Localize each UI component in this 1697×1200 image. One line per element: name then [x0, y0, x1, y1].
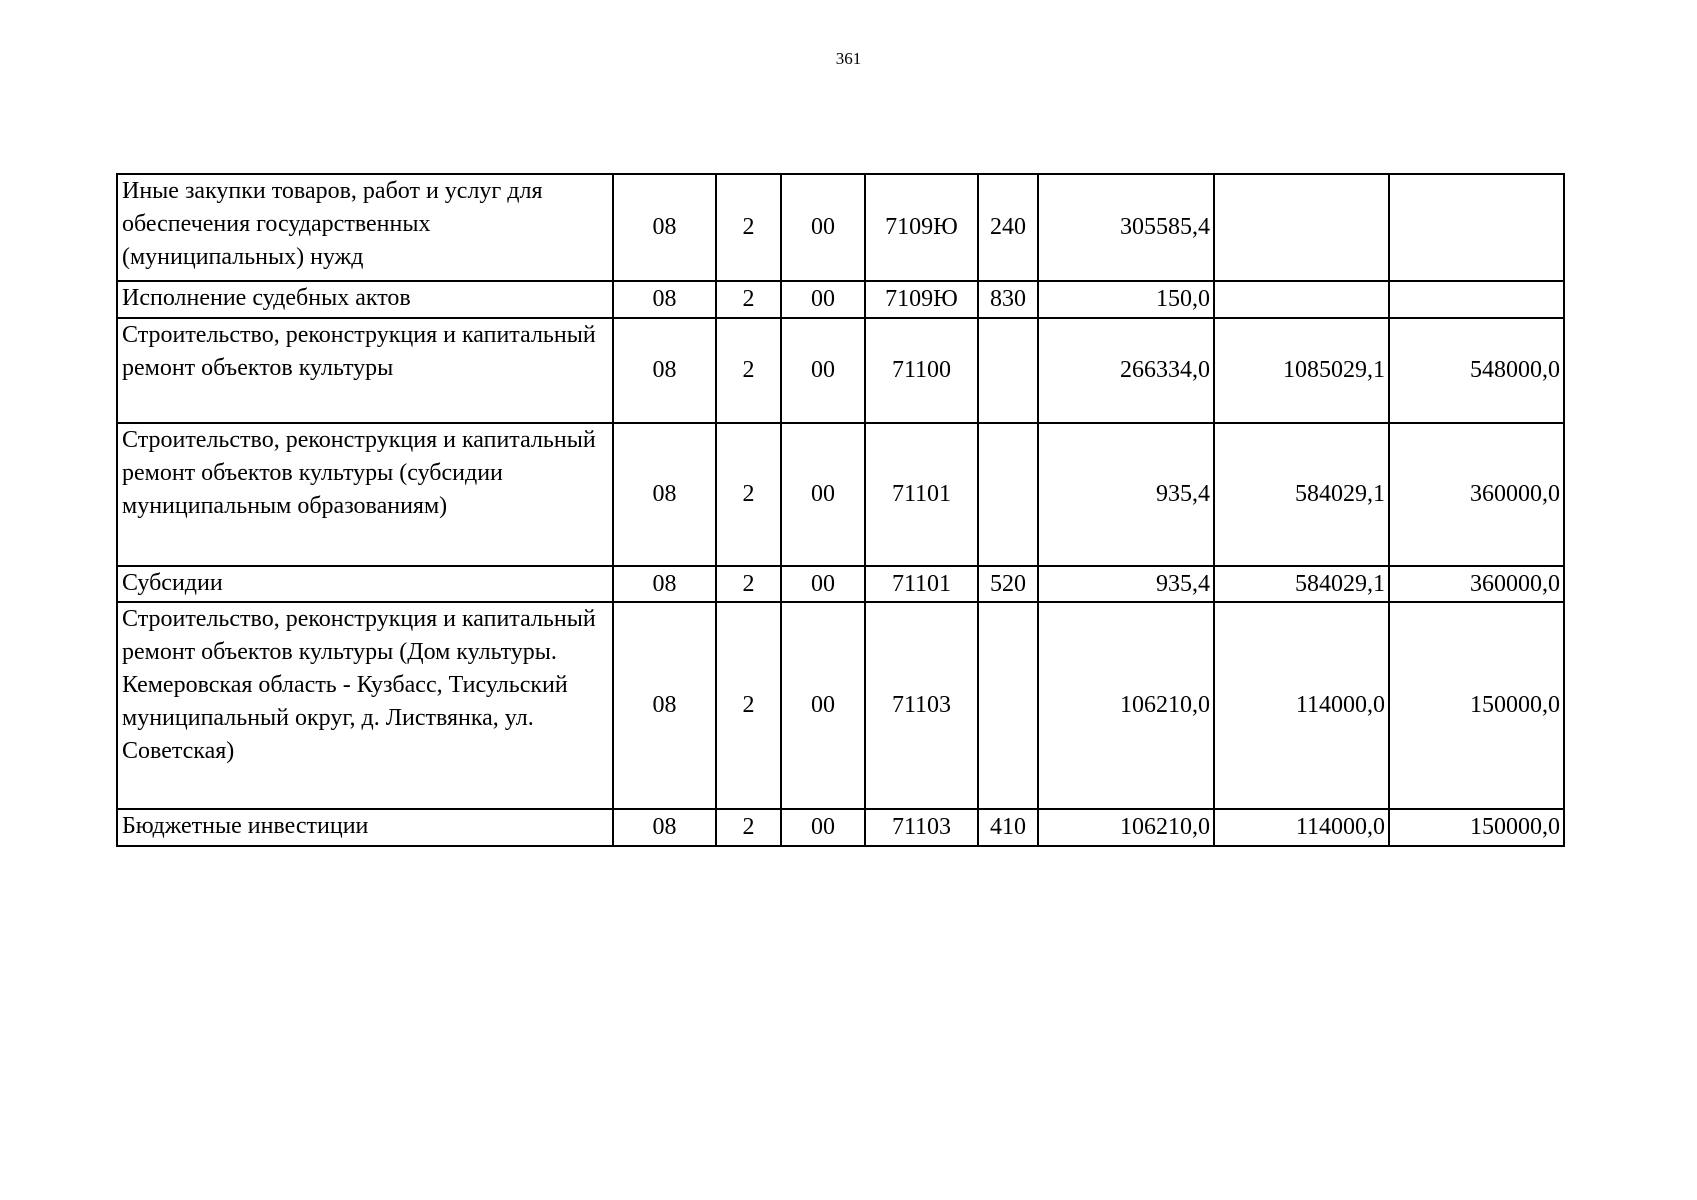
- subprogram-code-cell: 00: [781, 281, 865, 318]
- expense-name-cell: Строительство, реконструкция и капитальный ремонт объектов культуры (субсидии муниципальным образованиям): [117, 423, 613, 566]
- section-code-cell: 08: [613, 281, 716, 318]
- amount-year3-cell: 150000,0: [1389, 602, 1564, 809]
- program-code-cell: 2: [716, 602, 781, 809]
- page-number: 361: [835, 49, 862, 68]
- amount-year2-cell: 584029,1: [1214, 423, 1389, 566]
- amount-year3-cell: 360000,0: [1389, 423, 1564, 566]
- section-code-cell: 08: [613, 602, 716, 809]
- expense-name-cell: Субсидии: [117, 566, 613, 602]
- program-code-cell: 2: [716, 281, 781, 318]
- amount-year3-cell: 360000,0: [1389, 566, 1564, 602]
- expense-name-cell: Иные закупки товаров, работ и услуг для обеспечения государственных (муниципальных) нужд: [117, 174, 613, 281]
- section-code-cell: 08: [613, 809, 716, 846]
- amount-year1-cell: 266334,0: [1038, 318, 1214, 423]
- table-row: [117, 809, 1564, 846]
- table-row: [117, 281, 1564, 318]
- target-code-cell: 71100: [865, 318, 978, 423]
- table-row: [117, 566, 1564, 602]
- amount-year3-cell: 150000,0: [1389, 809, 1564, 846]
- budget-table: [116, 173, 1565, 847]
- amount-year2-cell: 1085029,1: [1214, 318, 1389, 423]
- target-code-cell: 7109Ю: [865, 281, 978, 318]
- amount-year1-cell: 106210,0: [1038, 809, 1214, 846]
- program-code-cell: 2: [716, 566, 781, 602]
- subprogram-code-cell: 00: [781, 174, 865, 281]
- expense-type-cell: 830: [978, 281, 1038, 318]
- amount-year1-cell: 150,0: [1038, 281, 1214, 318]
- section-code-cell: 08: [613, 318, 716, 423]
- expense-type-cell: [978, 602, 1038, 809]
- amount-year2-cell: 114000,0: [1214, 602, 1389, 809]
- amount-year3-cell: [1389, 174, 1564, 281]
- expense-name-cell: Бюджетные инвестиции: [117, 809, 613, 846]
- amount-year2-cell: 114000,0: [1214, 809, 1389, 846]
- amount-year1-cell: 106210,0: [1038, 602, 1214, 809]
- table-row: [117, 602, 1564, 809]
- expense-name-cell: Исполнение судебных актов: [117, 281, 613, 318]
- table-row: [117, 423, 1564, 566]
- expense-name-cell: Строительство, реконструкция и капитальный ремонт объектов культуры (Дом культуры. Кемеровская область - Кузбасс, Тисульский муниципальный округ, д. Листвянка, ул. Советская): [117, 602, 613, 809]
- target-code-cell: 71103: [865, 602, 978, 809]
- program-code-cell: 2: [716, 423, 781, 566]
- section-code-cell: 08: [613, 423, 716, 566]
- expense-type-cell: [978, 423, 1038, 566]
- amount-year3-cell: [1389, 281, 1564, 318]
- target-code-cell: 7109Ю: [865, 174, 978, 281]
- subprogram-code-cell: 00: [781, 318, 865, 423]
- amount-year2-cell: 584029,1: [1214, 566, 1389, 602]
- subprogram-code-cell: 00: [781, 602, 865, 809]
- target-code-cell: 71103: [865, 809, 978, 846]
- program-code-cell: 2: [716, 174, 781, 281]
- amount-year3-cell: 548000,0: [1389, 318, 1564, 423]
- amount-year2-cell: [1214, 281, 1389, 318]
- expense-type-cell: 410: [978, 809, 1038, 846]
- expense-name-cell: Строительство, реконструкция и капитальный ремонт объектов культуры: [117, 318, 613, 423]
- target-code-cell: 71101: [865, 423, 978, 566]
- table-row: [117, 174, 1564, 281]
- program-code-cell: 2: [716, 318, 781, 423]
- subprogram-code-cell: 00: [781, 809, 865, 846]
- amount-year1-cell: 935,4: [1038, 566, 1214, 602]
- table-row: [117, 318, 1564, 423]
- subprogram-code-cell: 00: [781, 566, 865, 602]
- amount-year1-cell: 305585,4: [1038, 174, 1214, 281]
- expense-type-cell: [978, 318, 1038, 423]
- section-code-cell: 08: [613, 566, 716, 602]
- target-code-cell: 71101: [865, 566, 978, 602]
- subprogram-code-cell: 00: [781, 423, 865, 566]
- amount-year1-cell: 935,4: [1038, 423, 1214, 566]
- amount-year2-cell: [1214, 174, 1389, 281]
- program-code-cell: 2: [716, 809, 781, 846]
- section-code-cell: 08: [613, 174, 716, 281]
- expense-type-cell: 520: [978, 566, 1038, 602]
- expense-type-cell: 240: [978, 174, 1038, 281]
